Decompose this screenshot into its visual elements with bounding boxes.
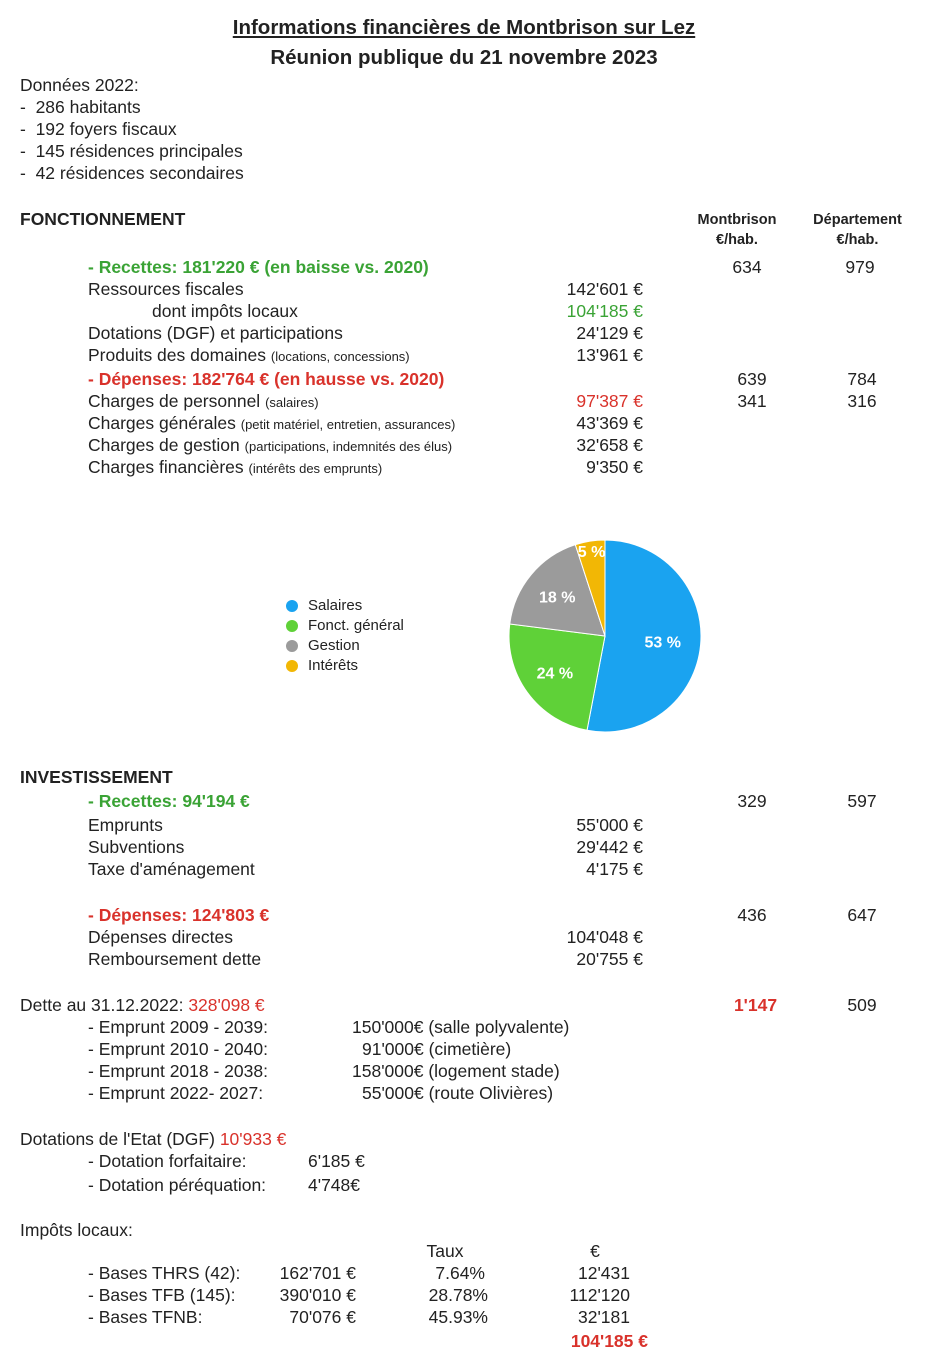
dotations-heading: Dotations de l'Etat (DGF) 10'933 € (20, 1129, 287, 1149)
fonct-depenses-montbrison: 639 (737, 369, 767, 389)
line-value: 43'369 € (576, 413, 643, 433)
legend-item: Salaires (286, 596, 404, 616)
line-value: 104'048 € (566, 927, 643, 947)
line-label: Subventions (88, 837, 185, 857)
dotation-value: 4'748€ (308, 1175, 361, 1195)
line-label: Dépenses directes (88, 927, 233, 947)
fonct-depenses-departement: 784 (847, 369, 877, 389)
emprunt-label: - Emprunt 2018 - 2038: (88, 1061, 268, 1081)
line-label: Produits des domaines (locations, concessions) (88, 345, 410, 365)
investissement-heading: INVESTISSEMENT (20, 767, 173, 787)
line-value: 55'000 € (576, 815, 643, 835)
line-label: dont impôts locaux (152, 301, 298, 321)
fonct-recettes-departement: 979 (845, 257, 875, 277)
pie-label-gestion: 18 % (538, 589, 576, 607)
fonct-recettes-label: - Recettes: 181'220 € (en baisse vs. 2020) (88, 257, 429, 277)
line-label: Ressources fiscales (88, 279, 244, 299)
invest-recettes-departement: 597 (847, 791, 877, 811)
dette-heading: Dette au 31.12.2022: 328'098 € (20, 995, 265, 1015)
legend-item: Fonct. général (286, 616, 404, 636)
fonctionnement-heading: FONCTIONNEMENT (20, 209, 186, 229)
line-label: Remboursement dette (88, 949, 262, 969)
emprunt-value: 150'000€ (salle polyvalente) (352, 1017, 570, 1037)
dette-montbrison: 1'147 (733, 995, 778, 1015)
donnees-item: - 286 habitants (20, 97, 141, 117)
impot-taux: 28.78% (428, 1285, 488, 1305)
fonct-depenses-label: - Dépenses: 182'764 € (en hausse vs. 2020) (88, 369, 445, 389)
donnees-item: - 192 foyers fiscaux (20, 119, 177, 139)
emprunt-value: 91'000€ (cimetière) (362, 1039, 512, 1059)
impot-base: 390'010 € (279, 1285, 356, 1305)
emprunt-label: - Emprunt 2009 - 2039: (88, 1017, 268, 1037)
dotation-label: - Dotation péréquation: (88, 1175, 267, 1195)
impot-euro: 32'181 (577, 1307, 630, 1327)
line-label: Dotations (DGF) et participations (88, 323, 343, 343)
pie-label-fonct-general: 24 % (536, 665, 574, 683)
legend-swatch-salaires (286, 600, 298, 612)
line-value: 104'185 € (566, 301, 643, 321)
line-label: Charges générales (petit matériel, entretien, assurances) (88, 413, 456, 433)
impot-taux: 7.64% (435, 1263, 485, 1283)
legend-swatch-interets (286, 660, 298, 672)
legend-item: Gestion (286, 636, 404, 656)
impot-taux: 45.93% (428, 1307, 488, 1327)
col-departement-header: Département €/hab. (813, 212, 902, 248)
impot-base: 70'076 € (289, 1307, 356, 1327)
line-value: 24'129 € (576, 323, 643, 343)
line-value: 142'601 € (566, 279, 643, 299)
impot-label: - Bases TFB (145): (88, 1285, 236, 1305)
line-label: Emprunts (88, 815, 163, 835)
line-value: 13'961 € (576, 345, 643, 365)
line-label: Charges financières (intérêts des emprunts) (88, 457, 383, 477)
pie-chart (505, 536, 705, 736)
dotation-value: 6'185 € (308, 1151, 365, 1171)
emprunt-value: 158'000€ (logement stade) (352, 1061, 560, 1081)
invest-depenses-label: - Dépenses: 124'803 € (88, 905, 270, 925)
page-title: Informations financières de Montbrison sur Lez (232, 16, 696, 39)
donnees-item: - 42 résidences secondaires (20, 163, 244, 183)
emprunt-value: 55'000€ (route Olivières) (362, 1083, 554, 1103)
impots-total: 104'185 € (570, 1331, 648, 1351)
legend-swatch-fonct (286, 620, 298, 632)
impot-euro: 112'120 (569, 1285, 630, 1305)
col-euro-header: € (590, 1241, 600, 1261)
chart-legend (286, 596, 404, 676)
emprunt-label: - Emprunt 2022- 2027: (88, 1083, 264, 1103)
invest-recettes-label: - Recettes: 94'194 € (88, 791, 250, 811)
impot-label: - Bases THRS (42): (88, 1263, 241, 1283)
pie-label-interets: 5 % (577, 544, 606, 562)
impot-euro: 12'431 (577, 1263, 630, 1283)
impots-heading: Impôts locaux: (20, 1220, 133, 1240)
invest-depenses-departement: 647 (847, 905, 877, 925)
line-value: 97'387 € (576, 391, 643, 411)
donnees-item: - 145 résidences principales (20, 141, 243, 161)
col-taux-header: Taux (426, 1241, 464, 1261)
line-value: 9'350 € (586, 457, 643, 477)
impot-label: - Bases TFNB: (88, 1307, 203, 1327)
dette-departement: 509 (847, 995, 877, 1015)
donnees-heading: Données 2022: (20, 75, 139, 95)
invest-recettes-montbrison: 329 (737, 791, 767, 811)
impot-base: 162'701 € (279, 1263, 356, 1283)
line-label: Charges de gestion (participations, indemnités des élus) (88, 435, 453, 455)
emprunt-label: - Emprunt 2010 - 2040: (88, 1039, 268, 1059)
personnel-montbrison: 341 (737, 391, 767, 411)
line-value: 20'755 € (576, 949, 643, 969)
legend-item: Intérêts (286, 656, 404, 676)
page-subtitle: Réunion publique du 21 novembre 2023 (270, 46, 658, 69)
fonct-recettes-montbrison: 634 (732, 257, 762, 277)
line-label: Charges de personnel (salaires) (88, 391, 319, 411)
personnel-departement: 316 (847, 391, 877, 411)
line-label: Taxe d'aménagement (88, 859, 255, 879)
dotation-label: - Dotation forfaitaire: (88, 1151, 247, 1171)
line-value: 4'175 € (586, 859, 643, 879)
pie-label-salaires: 53 % (644, 634, 681, 652)
line-value: 29'442 € (576, 837, 643, 857)
col-montbrison-header: Montbrison €/hab. (697, 212, 777, 248)
invest-depenses-montbrison: 436 (737, 905, 767, 925)
legend-swatch-gestion (286, 640, 298, 652)
line-value: 32'658 € (576, 435, 643, 455)
